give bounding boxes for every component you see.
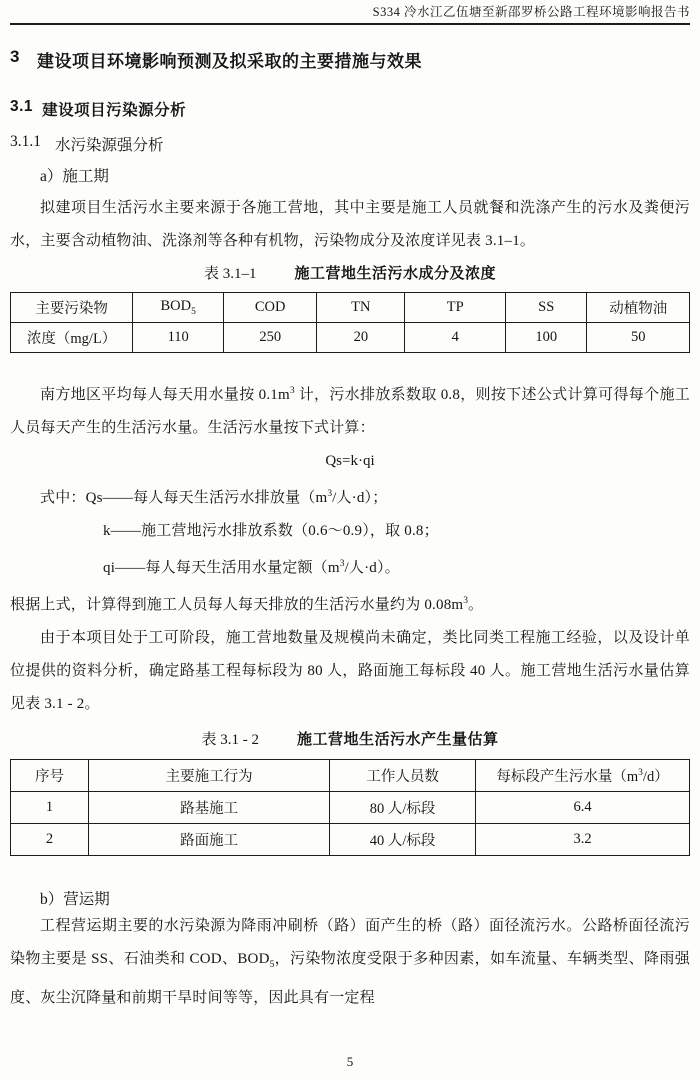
subsection-a-construction-period: a）施工期 (40, 168, 109, 185)
table2-caption (10, 730, 690, 750)
table-header-cell: 主要污染物 (11, 293, 133, 323)
table-header-cell: 动植物油 (587, 293, 690, 323)
table-header-cell: TP (405, 293, 505, 323)
paragraph-runoff-pollution: 工程营运期主要的水污染源为降雨冲刷桥（路）面产生的桥（路）面径流污水。公路桥面径流污染物主要是 SS、石油类和 COD、$BOD_5$，污染物浓度受限于多种因素，如车流量、车辆类型、降雨强度、灰尘沉降量和前期干旱时间等等，因此具有一定程 (10, 918, 690, 1006)
section-title: 建设项目环境影响预测及拟采取的主要措施与效果 (36, 52, 422, 71)
section-heading-3-1-1 (10, 133, 690, 155)
running-header (10, 0, 690, 20)
table-sewage-output-estimate (10, 759, 690, 856)
table-cell: 100 (505, 323, 586, 353)
table-header-cell: 主要施工行为 (89, 760, 330, 792)
table-cell: 40 人/标段 (330, 824, 476, 856)
table-row (11, 824, 690, 856)
table1-caption-title: 施工营地生活污水成分及浓度 (294, 265, 497, 282)
table-cell: 50 (587, 323, 690, 353)
paragraph-water-usage: 南方地区平均每人每天用水量按 $0.1m^3$ 计，污水排放系数取 0.8，则按下述公式计算可得每个施工人员每天产生的生活污水量。生活污水量按下式计算： (10, 386, 690, 436)
table-cell: 浓度（mg/L） (11, 323, 133, 353)
table-header-cell: 序号 (11, 760, 89, 792)
subsection-b-operation-period: b）营运期 (40, 891, 110, 908)
table-sewage-composition (10, 292, 690, 353)
header-rule (10, 23, 690, 25)
definition-qs: 式中：Qs——每人每天生活污水排放量（$m^3/$人·d）； (40, 489, 388, 506)
table-cell: 3.2 (476, 824, 690, 856)
table-cell: 1 (11, 792, 89, 824)
table-row (11, 323, 690, 353)
table2-caption-title: 施工营地生活污水产生量估算 (296, 731, 499, 748)
table-header-row (11, 760, 690, 792)
section-heading-3 (10, 47, 690, 72)
section-number: 3.1 (10, 98, 34, 115)
table2-caption-label: 表 3.1 - 2 (201, 732, 259, 748)
section-number: 3.1.1 (10, 133, 41, 150)
section-title: 建设项目污染源分析 (42, 102, 187, 119)
table-cell: 80 人/标段 (330, 792, 476, 824)
paragraph-camp-estimate: 由于本项目处于工可阶段，施工营地数量及规模尚未确定，类比同类工程施工经验，以及设计单位提供的资料分析，确定路基工程每标段为 80 人，路面施工每标段 40 人。施工营地生活污水量估算见表 3.1 - 2。 (10, 630, 690, 712)
section-title: 水污染源强分析 (55, 137, 164, 154)
section-number: 3 (10, 47, 20, 66)
formula-qs: Qs=k·qi (325, 453, 375, 469)
table-header-row (11, 293, 690, 323)
table-cell: 路基施工 (89, 792, 330, 824)
definition-k: k——施工营地污水排放系数（0.6～0.9），取 0.8； (103, 523, 439, 539)
table-header-cell: TN (317, 293, 405, 323)
table-header-cell: 每标段产生污水量$(m^3/d)$ (476, 760, 690, 792)
table-cell: 路面施工 (89, 824, 330, 856)
table-cell: 250 (224, 323, 317, 353)
table-header-cell: SS (505, 293, 586, 323)
definition-qi: qi——每人每天生活用水量定额（$m^3/$人·d）。 (103, 559, 400, 576)
table-header-cell: COD (224, 293, 317, 323)
table-header-cell: 工作人员数 (330, 760, 476, 792)
running-header-title: S334 冷水江乙伍塘至新邵罗桥公路工程环境影响报告书 (372, 5, 690, 19)
table-cell: 6.4 (476, 792, 690, 824)
table-header-cell: $BOD_5$ (133, 293, 224, 323)
section-heading-3-1 (10, 98, 690, 120)
table-cell: 20 (317, 323, 405, 353)
paragraph-result: 根据上式，计算得到施工人员每人每天排放的生活污水量约为 $0.08m^3$。 (10, 596, 484, 613)
table-cell: 2 (11, 824, 89, 856)
table1-caption-label: 表 3.1–1 (203, 266, 257, 282)
page-number: 5 (346, 1054, 354, 1069)
table-row (11, 792, 690, 824)
paragraph-sewage-sources: 拟建项目生活污水主要来源于各施工营地，其中主要是施工人员就餐和洗涤产生的污水及粪便污水，主要含动植物油、洗涤剂等各种有机物，污染物成分及浓度详见表 3.1–1。 (10, 200, 690, 249)
table-cell: 4 (405, 323, 505, 353)
table-cell: 110 (133, 323, 224, 353)
table1-caption (10, 264, 690, 284)
